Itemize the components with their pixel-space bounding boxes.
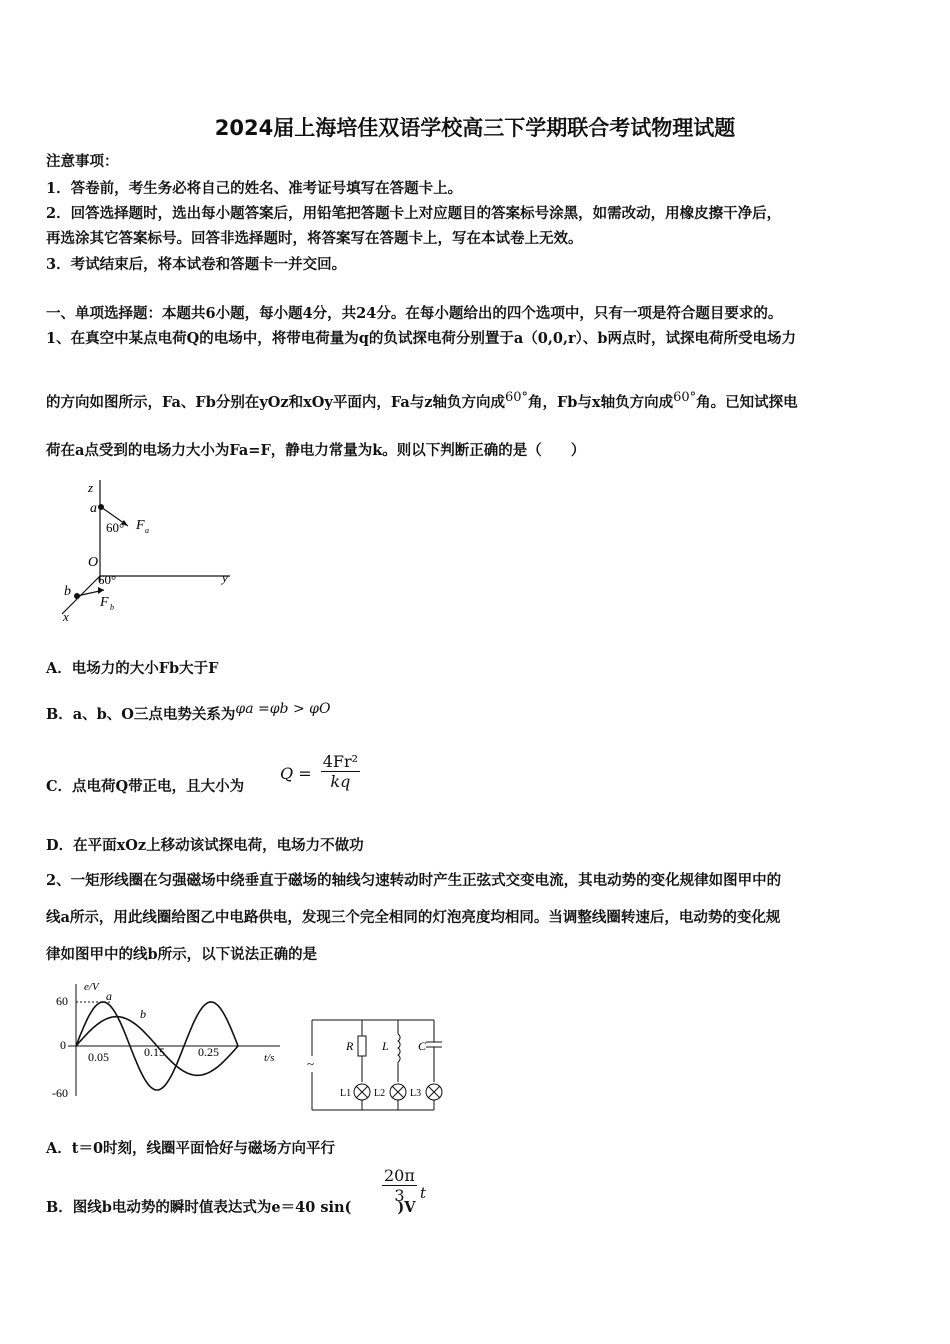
graph-ytick-neg60: -60 [52, 1086, 68, 1100]
q1-line3: 荷在a点受到的电场力大小为Fa=F，静电力常量为k。则以下判断正确的是（ ） [46, 442, 586, 459]
fig1-angle-a: 60° [106, 520, 125, 535]
curve-a-label: a [106, 989, 112, 1003]
q2-option-b-denominator: 3 [394, 1186, 405, 1205]
graph-xtick-005: 0.05 [88, 1050, 109, 1064]
q1-line2b: 角，Fb与x轴负方向成 [528, 393, 674, 411]
fig1-z-label: z [88, 480, 94, 495]
notice-item-3: 3．考试结束后，将本试卷和答题卡一并交回。 [46, 256, 347, 273]
q2-option-b-fraction [382, 1166, 417, 1205]
fig1-angle-b: 60° [98, 572, 117, 587]
q2-circuit-diagram [300, 1016, 450, 1114]
fig1-fa-sub: a [145, 526, 149, 535]
lamp-l1-label: L1 [340, 1088, 352, 1099]
section-heading: 一、单项选择题：本题共6小题，每小题4分，共24分。在每小题给出的四个选项中，只有一项是符合题目要求的。 [46, 305, 783, 322]
q1-option-c-denominator: kq [330, 772, 351, 791]
fig1-b-label: b [64, 584, 71, 599]
capacitor-label: C [418, 1039, 427, 1053]
curve-b-label: b [140, 1007, 146, 1021]
notice-item-1: 1．答卷前，考生务必将自己的姓名、准考证号填写在答题卡上。 [46, 180, 463, 197]
q2-option-b-text: B．图线b电动势的瞬时值表达式为e＝40 sin( [46, 1199, 352, 1216]
lamp-l3-label: L3 [410, 1088, 422, 1099]
fig1-fb-arrowhead [98, 587, 104, 594]
graph-x-label: t/s [264, 1052, 275, 1064]
q2-emf-graph [48, 978, 288, 1102]
q2-line2: 线a所示，用此线圈给图乙中电路供电，发现三个完全相同的灯泡亮度均相同。当调整线圈转速后，电动势的变化规 [46, 909, 781, 926]
q1-line2c: 角。已知试探电 [696, 393, 798, 411]
graph-xtick-025: 0.25 [198, 1045, 219, 1059]
fig1-y-label: y [222, 570, 228, 585]
q1-option-c-lhs: Q = [280, 764, 312, 783]
fig1-a-label: a [90, 501, 97, 516]
fig1-x-label: x [63, 609, 69, 624]
q1-option-b-formula: φa =φb > φO [235, 701, 331, 717]
q2-option-b [46, 1196, 416, 1217]
q1-line1: 1、在真空中某点电荷Q的电场中，将带电荷量为q的负试探电荷分别置于a（0,0,r）、b两点时，试探电荷所受电场力 [46, 330, 797, 347]
lamp-l2-label: L2 [374, 1088, 386, 1099]
page-title: 2024届上海培佳双语学校高三下学期联合考试物理试题 [214, 116, 736, 140]
q1-line2 [46, 390, 798, 412]
q1-option-c-numerator: 4Fr² [322, 752, 359, 771]
q2-option-b-numerator: 20π [384, 1166, 415, 1185]
fig1-fa-label: F [136, 518, 145, 533]
inductor-label: L [382, 1039, 389, 1053]
graph-xtick-015: 0.15 [144, 1045, 165, 1059]
resistor-label: R [346, 1039, 354, 1053]
q2-option-a: A．t＝0时刻，线圈平面恰好与磁场方向平行 [46, 1140, 336, 1157]
notice-item-2-cont: 再选涂其它答案标号。回答非选择题时，将答案写在答题卡上，写在本试卷上无效。 [46, 230, 583, 247]
inductor-symbol [398, 1034, 400, 1062]
q1-option-a: A．电场力的大小Fb大于F [46, 660, 219, 677]
notice-heading: 注意事项： [46, 153, 119, 170]
q2-option-b-t: t [420, 1184, 427, 1202]
notice-item-2: 2．回答选择题时，选出每小题答案后，用铅笔把答题卡上对应题目的答案标号涂黑，如需改动，用橡皮擦干净后， [46, 205, 782, 222]
q2-option-b-end: )V [397, 1199, 416, 1216]
fig1-origin-label: O [88, 555, 99, 570]
fig1-fb-sub: b [110, 603, 114, 612]
fig1-fb-label: F [100, 595, 109, 610]
graph-y-label: e/V [84, 981, 99, 993]
q1-option-b-text: B．a、b、O三点电势关系为 [46, 706, 236, 723]
q1-option-d: D．在平面xOz上移动该试探电荷，电场力不做功 [46, 837, 364, 854]
q1-option-c-formula [280, 752, 360, 791]
graph-ytick-60: 60 [56, 994, 68, 1008]
source-symbol: ~ [307, 1056, 315, 1071]
q1-angle2: 60° [673, 390, 697, 405]
q2-line1: 2、一矩形线圈在匀强磁场中绕垂直于磁场的轴线匀速转动时产生正弦式交变电流，其电动势的变化规律如图甲中的 [46, 872, 782, 889]
resistor-symbol [358, 1036, 366, 1056]
q1-angle1: 60° [504, 390, 528, 405]
q1-option-b [46, 703, 330, 724]
q1-option-c: C．点电荷Q带正电，且大小为 [46, 778, 245, 795]
q1-line2a: 的方向如图所示，Fa、Fb分别在yOz和xOy平面内，Fa与z轴负方向成 [46, 393, 505, 411]
q1-axes-figure [54, 474, 244, 630]
graph-ytick-0: 0 [60, 1038, 66, 1052]
q2-line3: 律如图甲中的线b所示，以下说法正确的是 [46, 946, 318, 963]
